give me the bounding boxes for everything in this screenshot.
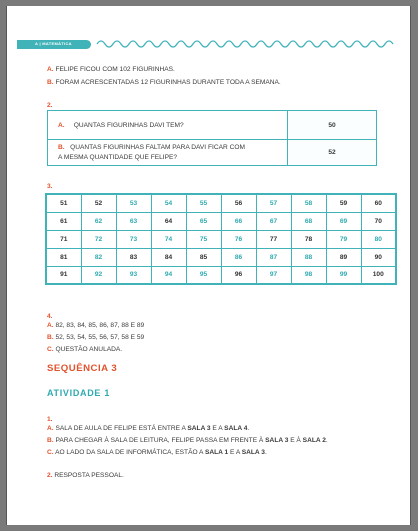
item-text: FELIPE FICOU COM 102 FIGURINHAS. (55, 66, 175, 73)
item-letter: A. (58, 121, 65, 129)
grid-cell: 69 (326, 212, 361, 230)
grid-row (46, 266, 396, 284)
question-cell (48, 111, 288, 140)
table-row (48, 140, 377, 166)
item-bold: SALA 3 (187, 425, 211, 432)
grid-cell: 100 (361, 266, 396, 284)
item-letter: B. (47, 437, 54, 444)
grid-cell: 96 (221, 266, 256, 284)
grid-cell: 61 (46, 212, 81, 230)
item-bold: SALA 3 (241, 449, 265, 456)
item-text: FORAM ACRESCENTADAS 12 FIGURINHAS DURANTE TODA A SEMANA. (55, 79, 281, 86)
grid-cell: 59 (326, 194, 361, 212)
sequence-title: SEQUÊNCIA 3 (47, 363, 118, 374)
grid-cell: 76 (221, 230, 256, 248)
grid-cell: 78 (291, 230, 326, 248)
grid-row (46, 248, 396, 266)
grid-cell: 93 (116, 266, 151, 284)
item-text: . (325, 437, 328, 444)
grid-cell: 98 (291, 266, 326, 284)
grid-cell: 53 (116, 194, 151, 212)
grid-row (46, 230, 396, 248)
item-text: AO LADO DA SALA DE INFORMÁTICA, ESTÃO A (55, 449, 205, 456)
section4-item-c (47, 346, 122, 353)
grid-cell: 83 (116, 248, 151, 266)
item-text: QUESTÃO ANULADA. (55, 346, 123, 353)
section4-item-b (47, 334, 144, 341)
header-wave-decoration (95, 38, 403, 50)
item-bold: SALA 3 (265, 437, 289, 444)
grid-cell: 70 (361, 212, 396, 230)
answer-cell: 52 (288, 140, 377, 166)
grid-cell: 74 (151, 230, 186, 248)
grid-cell: 64 (151, 212, 186, 230)
item-text: PARA CHEGAR À SALA DE LEITURA, FELIPE PASSA EM FRENTE À (55, 437, 266, 444)
grid-cell: 77 (256, 230, 291, 248)
grid-cell: 54 (151, 194, 186, 212)
item-text: SALA DE AULA DE FELIPE ESTÁ ENTRE A (55, 425, 188, 432)
page-header (17, 38, 402, 50)
question-text: QUANTAS FIGURINHAS DAVI TEM? (73, 121, 184, 129)
grid-cell: 95 (186, 266, 221, 284)
grid-row (46, 212, 396, 230)
section1-item-a (47, 66, 175, 73)
question-table (47, 110, 377, 166)
table-row (48, 111, 377, 140)
section2-number: 2. (47, 102, 53, 109)
grid-cell: 52 (81, 194, 116, 212)
grid-cell: 68 (291, 212, 326, 230)
section4-item-a (47, 322, 144, 329)
section3-number: 3. (47, 183, 53, 190)
grid-cell: 72 (81, 230, 116, 248)
question-text-continued: A MESMA QUANTIDADE QUE FELIPE? (58, 153, 178, 161)
grid-cell: 85 (186, 248, 221, 266)
grid-cell: 87 (256, 248, 291, 266)
grid-cell: 80 (361, 230, 396, 248)
grid-cell: 99 (326, 266, 361, 284)
grid-cell: 79 (326, 230, 361, 248)
question-text: QUANTAS FIGURINHAS FALTAM PARA DAVI FICAR COM (70, 143, 245, 151)
item-letter: A. (47, 425, 54, 432)
grid-cell: 94 (151, 266, 186, 284)
activity-title: ATIVIDADE 1 (47, 388, 111, 398)
item-text: 52, 53, 54, 55, 56, 57, 58 E 59 (55, 334, 145, 341)
item-letter: C. (47, 346, 54, 353)
grid-cell: 81 (46, 248, 81, 266)
activity-number: 1. (47, 416, 53, 423)
grid-cell: 66 (221, 212, 256, 230)
activity-item-c (47, 449, 267, 456)
grid-cell: 73 (116, 230, 151, 248)
activity-item-a (47, 425, 249, 432)
item-letter: A. (47, 66, 54, 73)
item-text: E À (288, 437, 303, 444)
item-letter: B. (47, 79, 54, 86)
grid-cell: 60 (361, 194, 396, 212)
grid-cell: 71 (46, 230, 81, 248)
grid-cell: 55 (186, 194, 221, 212)
grid-cell: 88 (291, 248, 326, 266)
item-text: E A (228, 449, 242, 456)
item-text: . (247, 425, 250, 432)
grid-cell: 89 (326, 248, 361, 266)
item-number: 2. (47, 472, 53, 479)
item-text: E A (210, 425, 225, 432)
item-bold: SALA 4 (224, 425, 248, 432)
grid-cell: 58 (291, 194, 326, 212)
activity-item-b (47, 437, 328, 444)
grid-row (46, 194, 396, 212)
grid-cell: 57 (256, 194, 291, 212)
number-grid (45, 193, 397, 285)
item-text: RESPOSTA PESSOAL. (54, 472, 124, 479)
grid-cell: 75 (186, 230, 221, 248)
grid-cell: 91 (46, 266, 81, 284)
page (6, 6, 411, 525)
item-bold: SALA 1 (204, 449, 229, 456)
grid-cell: 84 (151, 248, 186, 266)
item-letter: B. (58, 143, 65, 151)
grid-cell: 97 (256, 266, 291, 284)
item-letter: A. (47, 322, 54, 329)
item-letter: B. (47, 334, 54, 341)
grid-cell: 67 (256, 212, 291, 230)
grid-cell: 92 (81, 266, 116, 284)
section1-item-b (47, 79, 281, 86)
grid-cell: 90 (361, 248, 396, 266)
item-letter: C. (47, 449, 54, 456)
item-text: . (264, 449, 267, 456)
question-cell (48, 140, 288, 166)
grid-cell: 56 (221, 194, 256, 212)
item-bold: SALA 2 (302, 437, 326, 444)
grid-cell: 63 (116, 212, 151, 230)
grid-cell: 86 (221, 248, 256, 266)
grid-cell: 62 (81, 212, 116, 230)
grid-cell: 51 (46, 194, 81, 212)
answer-cell: 50 (288, 111, 377, 140)
grid-cell: 65 (186, 212, 221, 230)
header-label: A | MATEMÁTICA (35, 41, 72, 46)
grid-cell: 82 (81, 248, 116, 266)
section4-number: 4. (47, 313, 53, 320)
item-text: 82, 83, 84, 85, 86, 87, 88 E 89 (55, 322, 145, 329)
activity-item-2 (47, 472, 124, 479)
